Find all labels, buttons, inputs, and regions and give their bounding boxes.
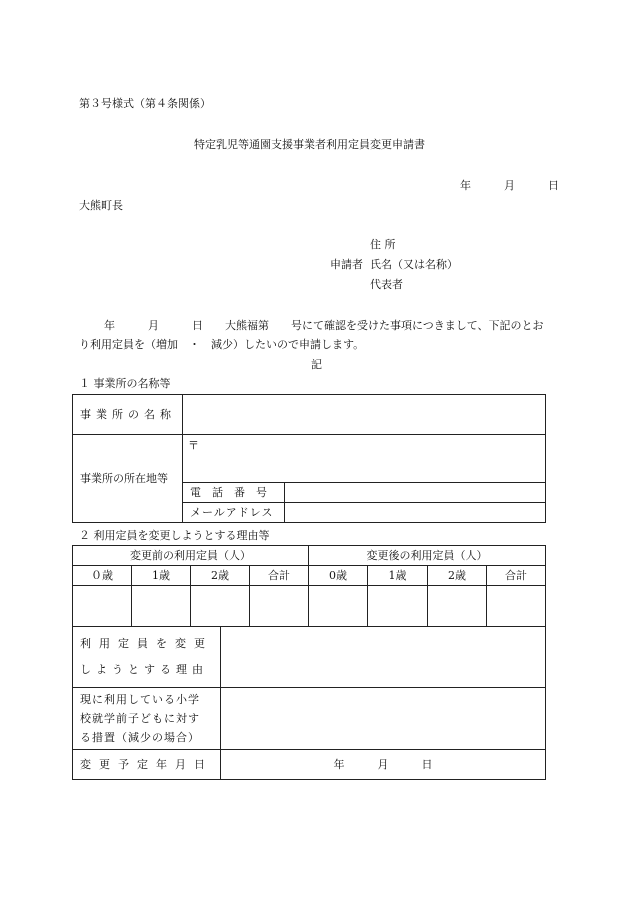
col-before-age0: ０歳 — [73, 566, 132, 586]
reason-label — [73, 627, 221, 688]
phone-field[interactable] — [285, 483, 546, 503]
col-before-age1: 1歳 — [132, 566, 191, 586]
measures-field[interactable] — [221, 688, 546, 750]
measures-label-line-1: 現に利用している小学 — [80, 692, 200, 706]
form-number: 第３号様式（第４条関係） — [79, 97, 211, 110]
value-after-total[interactable] — [487, 586, 546, 627]
col-after-age2: 2歳 — [428, 566, 487, 586]
capacity-table — [72, 545, 546, 780]
facility-location-label: 事業所の所在地等 — [73, 435, 183, 523]
col-before-total: 合計 — [250, 566, 309, 586]
reason-label-line-1: 利用定員を変更 — [80, 636, 213, 650]
col-before-age2: 2歳 — [191, 566, 250, 586]
value-before-total[interactable] — [250, 586, 309, 627]
facility-table — [72, 394, 546, 523]
ki-heading: 記 — [311, 358, 322, 371]
measures-label — [73, 688, 221, 750]
phone-label: 電 話 番 号 — [183, 483, 285, 503]
value-after-age1[interactable] — [368, 586, 428, 627]
section2-heading: ２ 利用定員を変更しようとする理由等 — [79, 529, 270, 542]
section1-heading: １ 事業所の名称等 — [79, 377, 171, 390]
value-before-age0[interactable] — [73, 586, 132, 627]
capacity-before-header: 変更前の利用定員（人） — [73, 546, 309, 566]
document-title: 特定乳児等通園支援事業者利用定員変更申請書 — [194, 138, 425, 151]
measures-label-line-3: る措置（減少の場合） — [80, 731, 200, 745]
col-after-age0: 0歳 — [309, 566, 368, 586]
postal-mark: 〒 — [188, 439, 199, 452]
email-label: メールアドレス — [183, 503, 285, 523]
col-after-total: 合計 — [487, 566, 546, 586]
applicant-representative-label: 代表者 — [370, 278, 403, 291]
addressee: 大熊町長 — [79, 199, 123, 212]
value-after-age0[interactable] — [309, 586, 368, 627]
body-line-2: り利用定員を（増加 ・ 減少）したいので申請します。 — [79, 338, 365, 351]
schedule-date-field[interactable]: 年 月 日 — [221, 750, 546, 780]
value-after-age2[interactable] — [428, 586, 487, 627]
facility-name-field[interactable] — [183, 395, 546, 435]
body-line-1: 年 月 日 大熊福第 号にて確認を受けた事項につきまして、下記のとお — [104, 319, 544, 332]
applicant-name-label: 氏名（又は名称） — [370, 258, 458, 271]
schedule-label: 変更予定年月日 — [73, 750, 221, 780]
value-before-age1[interactable] — [132, 586, 191, 627]
value-before-age2[interactable] — [191, 586, 250, 627]
reason-label-line-2: しようとする理由 — [80, 663, 208, 676]
applicant-prefix: 申請者 — [330, 258, 363, 271]
date-line: 年 月 日 — [460, 179, 559, 192]
facility-name-label: 事業所の名称 — [73, 395, 183, 435]
email-field[interactable] — [285, 503, 546, 523]
applicant-address-label: 住 所 — [370, 238, 396, 251]
facility-address-field[interactable] — [183, 435, 546, 483]
capacity-after-header: 変更後の利用定員（人） — [309, 546, 546, 566]
reason-field[interactable] — [221, 627, 546, 688]
col-after-age1: 1歳 — [368, 566, 428, 586]
measures-label-line-2: 校就学前子どもに対す — [80, 711, 200, 725]
